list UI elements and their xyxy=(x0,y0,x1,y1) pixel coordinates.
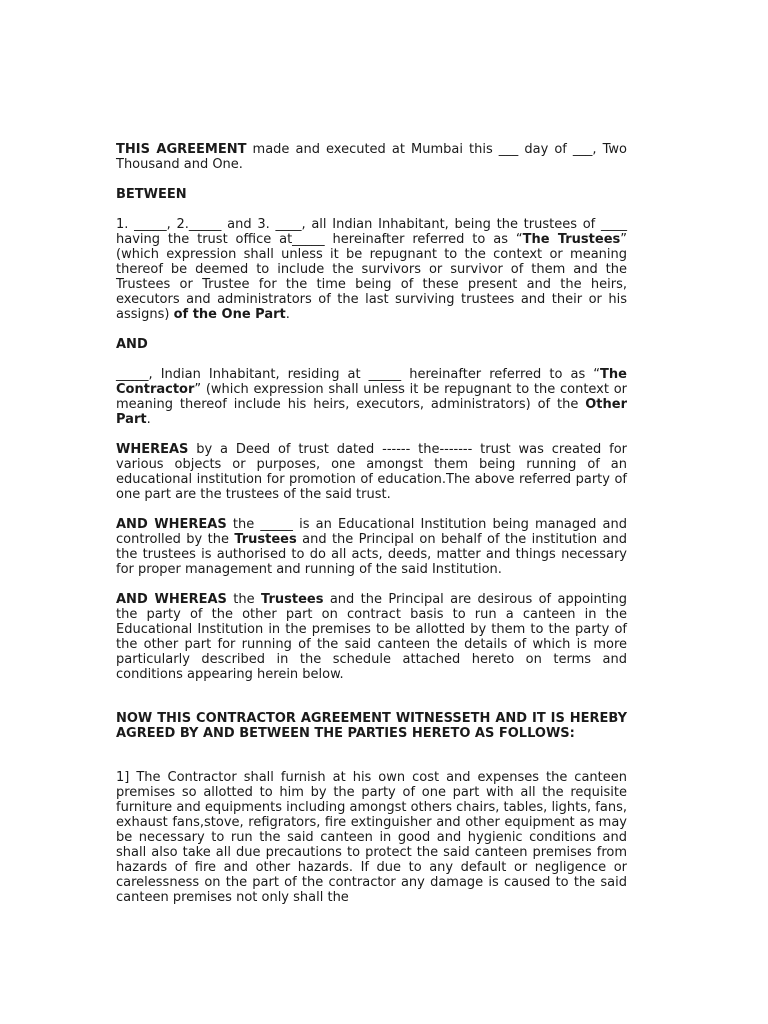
intro-paragraph xyxy=(116,142,627,172)
whereas3-text-2: and the Principal are desirous of appointing the party of the other part on contract basis to run a canteen in the Educational Institution in the premises to be allotted by them to the party of the other part for running of the said canteen the details of which is more particularly described in the schedule attached hereto on terms and conditions appearing herein below. xyxy=(116,592,627,682)
whereas2-bold-2: Trustees xyxy=(234,532,297,547)
whereas-paragraph-3 xyxy=(116,592,627,682)
whereas2-bold-1: AND WHEREAS xyxy=(116,517,227,532)
intro-bold: THIS AGREEMENT xyxy=(116,142,247,157)
party2-text-3: . xyxy=(146,412,151,427)
party1-bold-2: of the One Part xyxy=(173,307,286,322)
witnesseth-heading: NOW THIS CONTRACTOR AGREEMENT WITNESSETH AND IT IS HEREBY AGREED BY AND BETWEEN THE PARTIES HERETO AS FOLLOWS: xyxy=(116,711,627,741)
party2-text-2: ” (which expression shall unless it be repugnant to the context or meaning thereof include his heirs, executors, administrators) of the xyxy=(116,382,627,412)
party-one-paragraph xyxy=(116,217,627,322)
party2-bold-2: Other Part xyxy=(116,397,627,427)
party1-text-2: ” (which expression shall unless it be repugnant to the context or meaning thereof be deemed to include the survivors or survivor of them and the Trustees or Trustee for the time being of these present and the heirs, executors and administrators of the last surviving trustees and their or his assigns) xyxy=(116,232,627,322)
agreement-body xyxy=(116,142,627,905)
party2-bold-1: The Contractor xyxy=(116,367,627,397)
whereas-paragraph-2 xyxy=(116,517,627,577)
whereas1-bold: WHEREAS xyxy=(116,442,189,457)
party-two-paragraph xyxy=(116,367,627,427)
and-label: AND xyxy=(116,337,148,352)
whereas-paragraph-1 xyxy=(116,442,627,502)
whereas1-text: by a Deed of trust dated ------ the------- trust was created for various objects or purposes, one amongst them being running of an educational institution for promotion of education.The above referred party of one part are the trustees of the said trust. xyxy=(116,442,627,502)
whereas3-bold-1: AND WHEREAS xyxy=(116,592,227,607)
party2-text-1: _____, Indian Inhabitant, residing at _____ hereinafter referred to as “ xyxy=(116,367,601,382)
whereas2-text-1: the _____ is an Educational Institution being managed and controlled by the xyxy=(116,517,627,547)
party1-bold-1: The Trustees xyxy=(522,232,621,247)
whereas2-text-2: and the Principal on behalf of the institution and the trustees is authorised to do all acts, deeds, matter and things necessary for proper management and running of the said Institution. xyxy=(116,532,627,577)
whereas3-text-1: the xyxy=(226,592,262,607)
party1-text-1: 1. _____, 2._____ and 3. ____, all Indian Inhabitant, being the trustees of ____ having the trust office at_____ hereinafter referred to as “ xyxy=(116,217,627,247)
party1-text-3: . xyxy=(285,307,290,322)
whereas3-bold-2: Trustees xyxy=(261,592,324,607)
intro-text: made and executed at Mumbai this ___ day of ___, Two Thousand and One. xyxy=(116,142,627,172)
between-label: BETWEEN xyxy=(116,187,187,202)
clause-1: 1] The Contractor shall furnish at his own cost and expenses the canteen premises so allotted to him by the party of one part with all the requisite furniture and equipments including amongst others chairs, tables, lights, fans, exhaust fans,stove, refigrators, fire extinguisher and other equipment as may be necessary to run the said canteen in good and hygienic conditions and shall also take all due precautions to protect the said canteen premises from hazards of fire and other hazards. If due to any default or negligence or carelessness on the part of the contractor any damage is caused to the said canteen premises not only shall the xyxy=(116,770,627,905)
